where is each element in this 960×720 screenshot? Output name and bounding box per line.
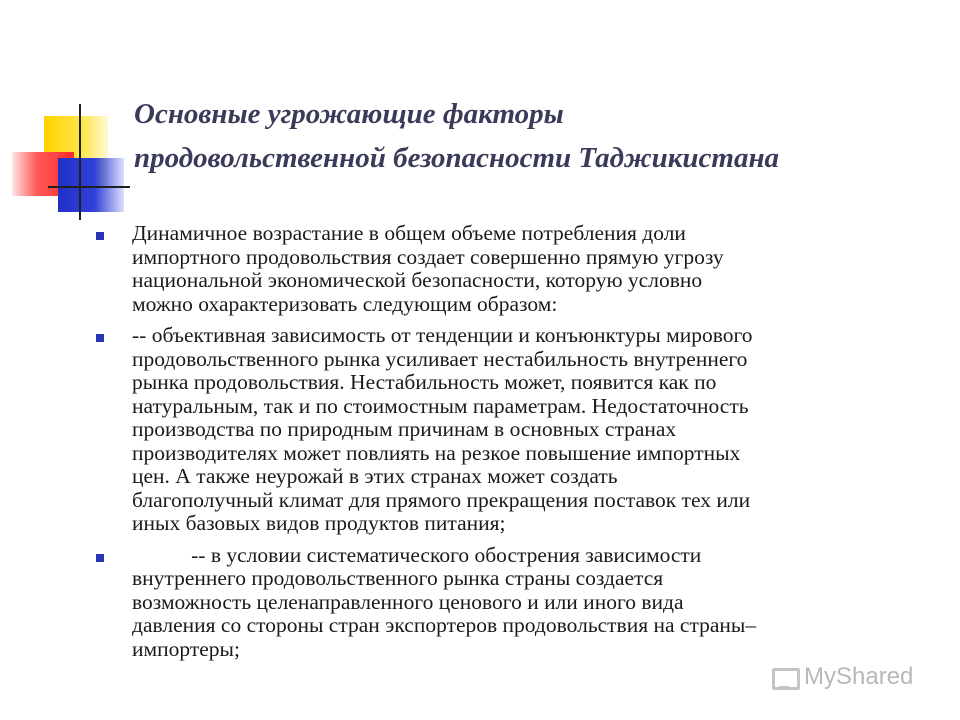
text-line: Динамичное возрастание в общем объеме потребления доли — [132, 221, 686, 245]
title-line: продовольственной безопасности Таджикистана — [134, 142, 780, 174]
text-line: -- объективная зависимость от тенденции и конъюнктуры мирового — [132, 323, 753, 347]
bullet-item — [96, 324, 926, 536]
text-line: рынка продовольствия. Нестабильность может, появится как по — [132, 370, 717, 394]
text-line: -- в условии систематического обострения зависимости — [132, 542, 702, 567]
text-line: цен. А также неурожай в этих странах может создать — [132, 464, 618, 488]
monitor-icon — [770, 664, 798, 690]
vertical-line — [79, 104, 81, 220]
square-bullet-icon — [96, 554, 104, 562]
text-line: внутреннего продовольственного рынка страны создается — [132, 566, 664, 590]
text-line: иных базовых видов продуктов питания; — [132, 511, 506, 535]
square-bullet-icon — [96, 334, 104, 342]
text-line: импортного продовольствия создает совершенно прямую угрозу — [132, 244, 724, 269]
bullet-item — [96, 544, 926, 662]
text-line: благополучный климат для прямого прекращения поставок тех или — [132, 487, 751, 512]
text-line: натуральным, так и по стоимостным параметрам. Недостаточность — [132, 393, 749, 418]
square-bullet-icon — [96, 232, 104, 240]
bullet-list — [96, 222, 926, 669]
text-line: национальной экономической безопасности, которую условно — [132, 268, 703, 292]
text-line: производства по природным причинам в основных странах — [132, 417, 677, 441]
watermark-text: MyShared — [804, 663, 914, 690]
text-line: давления со стороны стран экспортеров продовольствия на страны– — [132, 613, 757, 637]
title-line: Основные угрожающие факторы — [134, 98, 564, 130]
text-line: продовольственного рынка усиливает нестабильность внутреннего — [132, 346, 748, 371]
bullet-item — [96, 222, 926, 316]
text-line: импортеры; — [132, 636, 240, 661]
text-line: производителях может повлиять на резкое повышение импортных — [132, 440, 741, 465]
watermark — [770, 662, 913, 692]
slide-title — [134, 92, 934, 180]
blue-square — [58, 158, 124, 212]
horizontal-line — [48, 186, 130, 188]
text-line: возможность целенаправленного ценового и или иного вида — [132, 589, 684, 614]
text-line: можно охарактеризовать следующим образом: — [132, 291, 558, 316]
decorative-logo — [0, 0, 130, 220]
